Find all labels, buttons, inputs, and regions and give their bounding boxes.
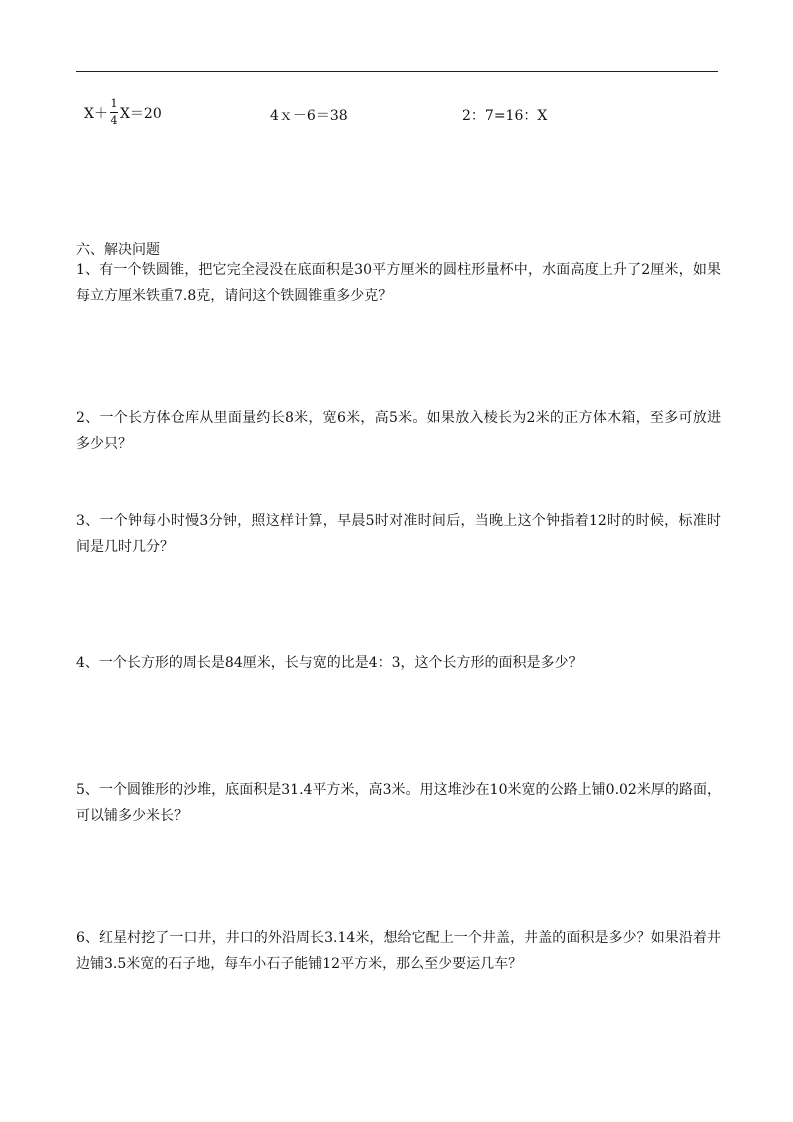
fraction-one-quarter — [110, 98, 118, 127]
section-title: 六、解决问题 — [76, 242, 160, 258]
question-3: 3、一个钟每小时慢3分钟，照这样计算，早晨5时对准时间后，当晚上这个钟指着12时的时候，标准时间是几时几分？ — [76, 513, 721, 555]
equation-1 — [84, 98, 162, 127]
equation-3: 2：7=16：X — [462, 108, 548, 124]
header-rule — [76, 71, 718, 72]
question-1: 1、有一个铁圆锥，把它完全浸没在底面积是30平方厘米的圆柱形量杯中，水面高度上升了2厘米，如果每立方厘米铁重7.8克，请问这个铁圆锥重多少克？ — [76, 262, 721, 304]
question-5: 5、一个圆锥形的沙堆，底面积是31.4平方米，高3米。用这堆沙在10米宽的公路上铺0.02米厚的路面，可以铺多少米长？ — [76, 782, 721, 824]
fraction-denominator: 4 — [110, 114, 118, 127]
question-4: 4、一个长方形的周长是84厘米，长与宽的比是4：3，这个长方形的面积是多少？ — [76, 655, 583, 671]
equation-1-rest: X＝20 — [119, 105, 162, 122]
question-2: 2、一个长方体仓库从里面量约长8米，宽6米，高5米。如果放入棱长为2米的正方体木箱，至多可放进多少只？ — [76, 410, 721, 452]
question-6: 6、红星村挖了一口井，井口的外沿周长3.14米，想给它配上一个井盖，井盖的面积是多少？如果沿着井边铺3.5米宽的石子地，每车小石子能铺12平方米，那么至少要运几车？ — [76, 930, 721, 972]
fraction-numerator: 1 — [110, 97, 118, 110]
equation-2: 4ｘ－6＝38 — [270, 108, 348, 124]
fraction-bar — [110, 112, 118, 113]
equation-1-lead: X＋ — [84, 105, 108, 122]
